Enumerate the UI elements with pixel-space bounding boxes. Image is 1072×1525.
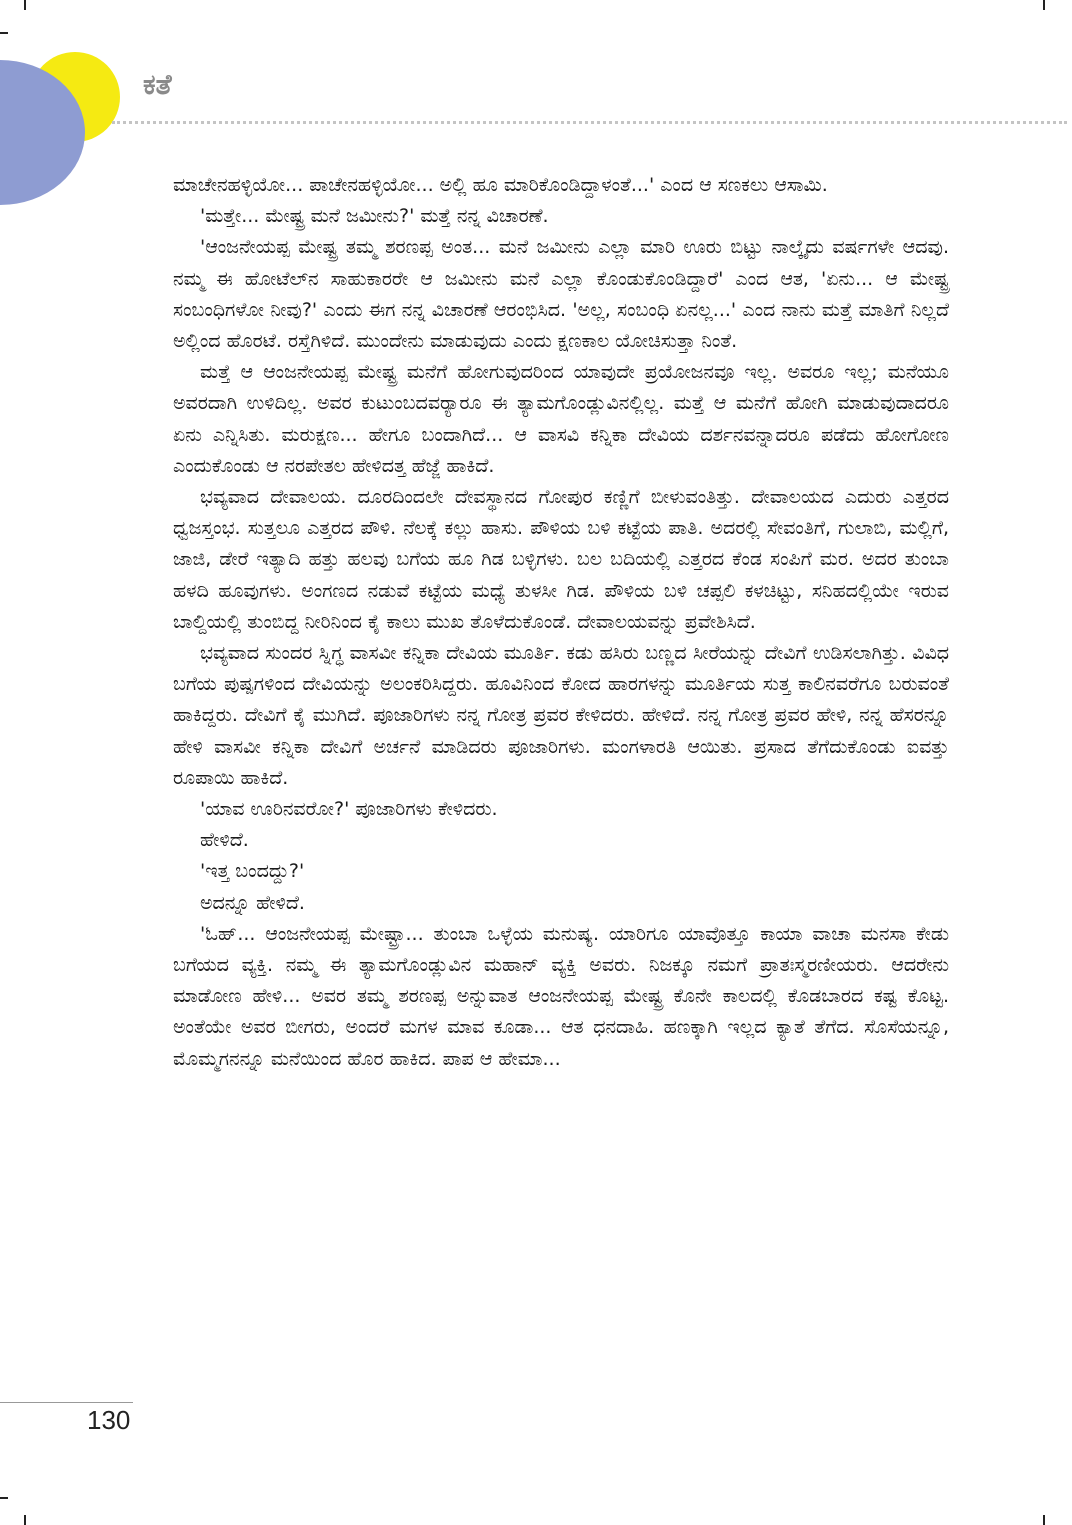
paragraph: 'ಯಾವ ಊರಿನವರೋ?' ಪೂಜಾರಿಗಳು ಕೇಳಿದರು. bbox=[200, 798, 498, 821]
crop-mark-top-left bbox=[24, 0, 26, 10]
paragraph: ಮಾಚೇನಹಳ್ಳಿಯೋ... ಪಾಚೇನಹಳ್ಳಿಯೋ... ಅಲ್ಲಿ ಹೂ ಮಾರಿಕೊಂಡಿದ್ದಾಳಂತೆ...' ಎಂದ ಆ ಸಣಕಲು ಆಸಾಮಿ. bbox=[173, 174, 828, 196]
page-number: 130 bbox=[87, 1405, 131, 1435]
story-body bbox=[173, 170, 949, 1075]
crop-mark-bottom-left bbox=[24, 1515, 26, 1525]
crop-mark-top-right bbox=[1043, 0, 1045, 10]
dotted-divider bbox=[112, 121, 1067, 124]
paragraph: ಹೇಳಿದೆ. bbox=[200, 829, 249, 852]
section-title: ಕತೆ bbox=[143, 68, 172, 101]
crop-mark-bottom-right bbox=[1043, 1515, 1045, 1525]
paragraph: 'ಆಂಜನೇಯಪ್ಪ ಮೇಷ್ಟ್ರ ತಮ್ಮ ಶರಣಪ್ಪ ಅಂತ... ಮನೆ ಜಮೀನು ಎಲ್ಲಾ ಮಾರಿ ಊರು ಬಿಟ್ಟು ನಾಲ್ಕೈದು ವರ್ಷಗಳೇ ಆದವು. ನಮ್ಮ ಈ ಹೋಟೆಲ್‌ನ ಸಾಹುಕಾರರೇ ಆ ಜಮೀನು ಮನೆ ಎಲ್ಲಾ ಕೊಂಡುಕೊಂಡಿದ್ದಾರೆ' ಎಂದ ಆತ, 'ಏನು... ಆ ಮೇಷ್ಟ್ರ ಸಂಬಂಧಿಗಳೋ ನೀವು?' ಎಂದು ಈಗ ನನ್ನ ವಿಚಾರಣೆ ಆರಂಭಿಸಿದ. 'ಅಲ್ಲ, ಸಂಬಂಧಿ ಏನಲ್ಲ...' ಎಂದ ನಾನು ಮತ್ತೆ ಮಾತಿಗೆ ನಿಲ್ಲದೆ ಅಲ್ಲಿಂದ ಹೊರಟೆ. ರಸ್ತೆಗಿಳಿದೆ. ಮುಂದೇನು ಮಾಡುವುದು ಎಂದು ಕ್ಷಣಕಾಲ ಯೋಚಿಸುತ್ತಾ ನಿಂತೆ. bbox=[173, 236, 949, 353]
paragraph: 'ಓಹ್... ಆಂಜನೇಯಪ್ಪ ಮೇಷ್ಟ್ರಾ... ತುಂಬಾ ಒಳ್ಳೆಯ ಮನುಷ್ಯ. ಯಾರಿಗೂ ಯಾವೊತ್ತೂ ಕಾಯಾ ವಾಚಾ ಮನಸಾ ಕೇಡು ಬಗೆಯದ ವ್ಯಕ್ತಿ. ನಮ್ಮ ಈ ತ್ಯಾಮಗೊಂಡ್ಲುವಿನ ಮಹಾನ್ ವ್ಯಕ್ತಿ ಅವರು. ನಿಜಕ್ಕೂ ನಮಗೆ ಪ್ರಾತಃಸ್ಮರಣೀಯರು. ಆದರೇನು ಮಾಡೋಣ ಹೇಳಿ... ಅವರ ತಮ್ಮ ಶರಣಪ್ಪ ಅನ್ನುವಾತ ಆಂಜನೇಯಪ್ಪ ಮೇಷ್ಟ್ರ ಕೊನೇ ಕಾಲದಲ್ಲಿ ಕೊಡಬಾರದ ಕಷ್ಟ ಕೊಟ್ಟ. ಅಂತೆಯೇ ಅವರ ಬೀಗರು, ಅಂದರೆ ಮಗಳ ಮಾವ ಕೂಡಾ... ಆತ ಧನದಾಹಿ. ಹಣಕ್ಕಾಗಿ ಇಲ್ಲದ ಕ್ಯಾತೆ ತೆಗೆದ. ಸೊಸೆಯನ್ನೂ, ಮೊಮ್ಮಗನನ್ನೂ ಮನೆಯಿಂದ ಹೊರ ಹಾಕಿದ. ಪಾಪ ಆ ಹೇಮಾ... bbox=[173, 922, 949, 1070]
footer-rule bbox=[0, 1402, 133, 1403]
paragraph: ಅದನ್ನೂ ಹೇಳಿದೆ. bbox=[200, 891, 305, 914]
paragraph: ಮತ್ತೆ ಆ ಆಂಜನೇಯಪ್ಪ ಮೇಷ್ಟ್ರ ಮನೆಗೆ ಹೋಗುವುದರಿಂದ ಯಾವುದೇ ಪ್ರಯೋಜನವೂ ಇಲ್ಲ. ಅವರೂ ಇಲ್ಲ; ಮನೆಯೂ ಅವರದಾಗಿ ಉಳಿದಿಲ್ಲ. ಅವರ ಕುಟುಂಬದವರ್‍ಯಾರೂ ಈ ತ್ಯಾಮಗೊಂಡ್ಲುವಿನಲ್ಲಿಲ್ಲ. ಮತ್ತೆ ಆ ಮನೆಗೆ ಹೋಗಿ ಮಾಡುವುದಾದರೂ ಏನು ಎನ್ನಿಸಿತು. ಮರುಕ್ಷಣ... ಹೇಗೂ ಬಂದಾಗಿದೆ... ಆ ವಾಸವಿ ಕನ್ನಿಕಾ ದೇವಿಯ ದರ್ಶನವನ್ನಾದರೂ ಪಡೆದು ಹೋಗೋಣ ಎಂದುಕೊಂಡು ಆ ನರಪೇತಲ ಹೇಳಿದತ್ತ ಹೆಜ್ಜೆ ಹಾಕಿದೆ. bbox=[173, 361, 949, 477]
paragraph: 'ಇತ್ತ ಬಂದದ್ದು?' bbox=[200, 860, 305, 883]
paragraph: ಭವ್ಯವಾದ ಸುಂದರ ಸ್ನಿಗ್ಧ ವಾಸವೀ ಕನ್ನಿಕಾ ದೇವಿಯ ಮೂರ್ತಿ. ಕಡು ಹಸಿರು ಬಣ್ಣದ ಸೀರೆಯನ್ನು ದೇವಿಗೆ ಉಡಿಸಲಾಗಿತ್ತು. ವಿವಿಧ ಬಗೆಯ ಪುಷ್ಪಗಳಿಂದ ದೇವಿಯನ್ನು ಅಲಂಕರಿಸಿದ್ದರು. ಹೂವಿನಿಂದ ಕೋದ ಹಾರಗಳನ್ನು ಮೂರ್ತಿಯ ಸುತ್ತ ಕಾಲಿನವರೆಗೂ ಬರುವಂತೆ ಹಾಕಿದ್ದರು. ದೇವಿಗೆ ಕೈ ಮುಗಿದೆ. ಪೂಜಾರಿಗಳು ನನ್ನ ಗೋತ್ರ ಪ್ರವರ ಕೇಳಿದರು. ಹೇಳಿದೆ. ನನ್ನ ಗೋತ್ರ ಪ್ರವರ ಹೇಳಿ, ನನ್ನ ಹೆಸರನ್ನೂ ಹೇಳಿ ವಾಸವೀ ಕನ್ನಿಕಾ ದೇವಿಗೆ ಅರ್ಚನೆ ಮಾಡಿದರು ಪೂಜಾರಿಗಳು. ಮಂಗಳಾರತಿ ಆಯಿತು. ಪ್ರಸಾದ ತೆಗೆದುಕೊಂಡು ಐವತ್ತು ರೂಪಾಯಿ ಹಾಕಿದೆ. bbox=[173, 642, 949, 789]
paragraph: 'ಮತ್ತೇ... ಮೇಷ್ಟ್ರ ಮನೆ ಜಮೀನು?' ಮತ್ತೆ ನನ್ನ ವಿಚಾರಣೆ. bbox=[200, 205, 549, 228]
paragraph: ಭವ್ಯವಾದ ದೇವಾಲಯ. ದೂರದಿಂದಲೇ ದೇವಸ್ಥಾನದ ಗೋಪುರ ಕಣ್ಣಿಗೆ ಬೀಳುವಂತಿತ್ತು. ದೇವಾಲಯದ ಎದುರು ಎತ್ತರದ ಧ್ವಜಸ್ತಂಭ. ಸುತ್ತಲೂ ಎತ್ತರದ ಪೌಳಿ. ನೆಲಕ್ಕೆ ಕಲ್ಲು ಹಾಸು. ಪೌಳಿಯ ಬಳಿ ಕಟ್ಟೆಯ ಪಾತಿ. ಅದರಲ್ಲಿ ಸೇವಂತಿಗೆ, ಗುಲಾಬಿ, ಮಲ್ಲಿಗೆ, ಜಾಜಿ, ಡೇರೆ ಇತ್ಯಾದಿ ಹತ್ತು ಹಲವು ಬಗೆಯ ಹೂ ಗಿಡ ಬಳ್ಳಿಗಳು. ಬಲ ಬದಿಯಲ್ಲಿ ಎತ್ತರದ ಕೆಂಡ ಸಂಪಿಗೆ ಮರ. ಅದರ ತುಂಬಾ ಹಳದಿ ಹೂವುಗಳು. ಅಂಗಣದ ನಡುವೆ ಕಟ್ಟೆಯ ಮಧ್ಯೆ ತುಳಸೀ ಗಿಡ. ಪೌಳಿಯ ಬಳಿ ಚಪ್ಪಲಿ ಕಳಚಿಟ್ಟು, ಸನಿಹದಲ್ಲಿಯೇ ಇರುವ ಬಾಲ್ದಿಯಲ್ಲಿ ತುಂಬಿದ್ದ ನೀರಿನಿಂದ ಕೈ ಕಾಲು ಮುಖ ತೊಳೆದುಕೊಂಡೆ. ದೇವಾಲಯವನ್ನು ಪ್ರವೇಶಿಸಿದೆ. bbox=[173, 486, 949, 633]
crop-mark-left-upper bbox=[0, 32, 8, 34]
crop-mark-left-lower bbox=[0, 1497, 8, 1499]
